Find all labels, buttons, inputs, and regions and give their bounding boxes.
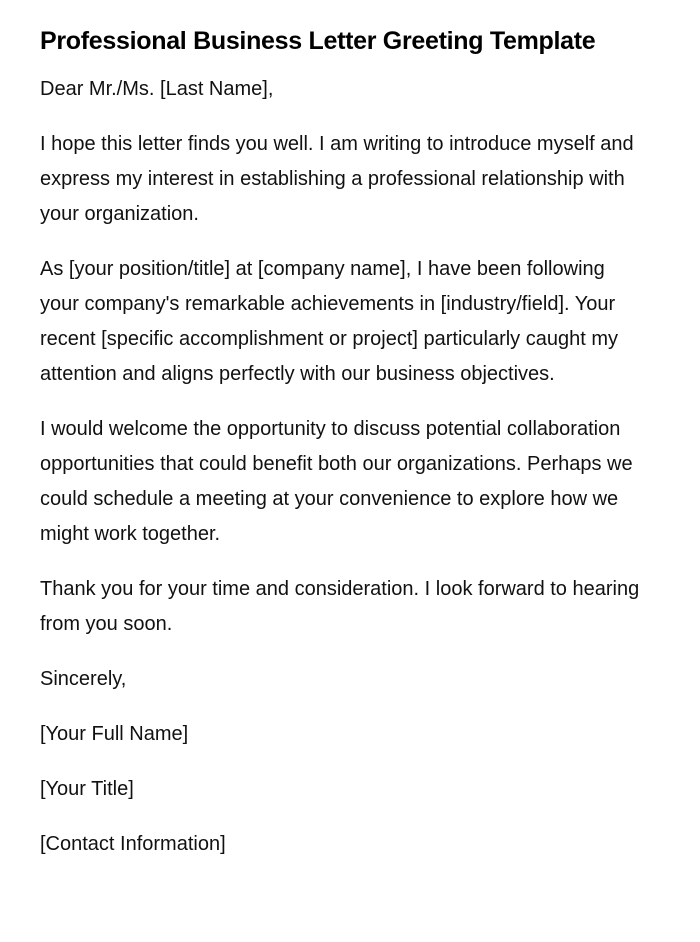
- signature-title: [Your Title]: [40, 778, 134, 800]
- letter-paragraph-thanks: Thank you for your time and consideration. I look forward to hearing from you soon.: [40, 578, 640, 635]
- letter-paragraph-intro: I hope this letter finds you well. I am writing to introduce myself and express my interest in establishing a professional relationship with your organization.: [40, 133, 634, 225]
- letter-closing: Sincerely,: [40, 668, 127, 690]
- page-title: Professional Business Letter Greeting Template: [40, 27, 596, 55]
- letter-paragraph-background: As [your position/title] at [company name], I have been following your company's remarkable achievements in [industry/field]. Your recent [specific accomplishment or project] particularly caught my attention and aligns perfectly with our business objectives.: [40, 258, 619, 385]
- letter-page: [40, 24, 640, 882]
- letter-greeting: Dear Mr./Ms. [Last Name],: [40, 78, 274, 100]
- signature-name: [Your Full Name]: [40, 723, 189, 745]
- signature-contact: [Contact Information]: [40, 833, 226, 855]
- letter-paragraph-proposal: I would welcome the opportunity to discuss potential collaboration opportunities that could benefit both our organizations. Perhaps we could schedule a meeting at your convenience to explore how we might work together.: [40, 418, 633, 545]
